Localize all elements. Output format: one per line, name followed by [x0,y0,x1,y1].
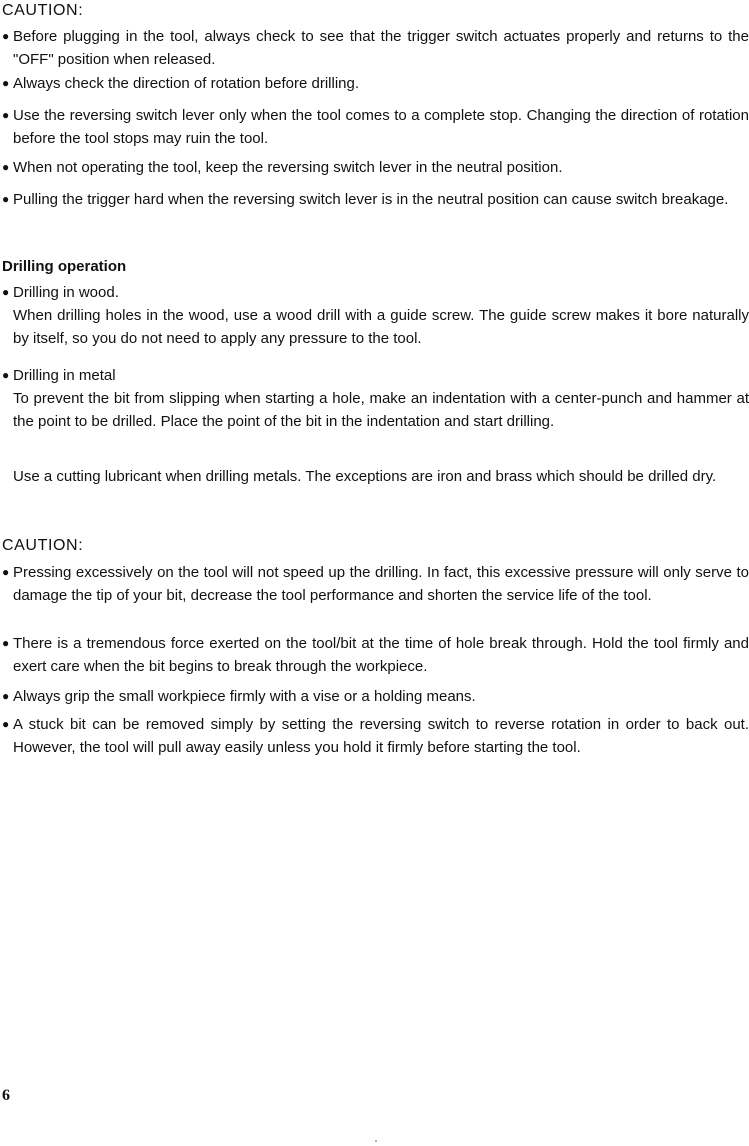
section-heading: Drilling operation [2,258,127,275]
caution-bullet [2,561,749,607]
bullet-text: A stuck bit can be removed simply by setting the reversing switch to reverse rotation in order to back out. However, the tool will pull away easily unless you hold it firmly before starting the tool. [13,716,749,756]
bullet-text: Pulling the trigger hard when the reversing switch lever is in the neutral position can cause switch breakage. [13,191,729,208]
caution-bullet [2,632,749,678]
drilling-metal-title [2,364,749,387]
bullet-icon: ● [2,192,10,206]
caution-heading: CAUTION: [2,537,84,554]
scan-speck [375,1140,377,1142]
bullet-text: Drilling in wood. [13,284,119,301]
bullet-icon: ● [2,717,10,731]
caution-heading: CAUTION: [2,2,84,19]
bullet-text: Drilling in metal [13,367,116,384]
caution-bullet [2,685,749,708]
caution-bullet [2,156,749,179]
bullet-icon: ● [2,285,10,299]
bullet-icon: ● [2,565,10,579]
caution-bullet [2,104,749,150]
bullet-icon: ● [2,76,10,90]
bullet-text: Always grip the small workpiece firmly with a vise or a holding means. [13,688,476,705]
drilling-metal-text: To prevent the bit from slipping when starting a hole, make an indentation with a center-punch and hammer at the point to be drilled. Place the point of the bit in the indentation and start drilling. [13,390,749,430]
drilling-wood-title [2,281,749,304]
bullet-text: Pressing excessively on the tool will not speed up the drilling. In fact, this excessive pressure will only serve to damage the tip of your bit, decrease the tool performance and shorten the service life of the tool. [13,564,749,604]
bullet-text: Use the reversing switch lever only when the tool comes to a complete stop. Changing the direction of rotation before the tool stops may ruin the tool. [13,107,749,147]
bullet-icon: ● [2,29,10,43]
bullet-text: Always check the direction of rotation before drilling. [13,75,360,92]
caution-bullet [2,72,749,95]
bullet-icon: ● [2,368,10,382]
bullet-icon: ● [2,689,10,703]
caution-bullet [2,188,749,211]
caution-bullet [2,713,749,759]
page-number: 6 [2,1087,10,1104]
bullet-text: When not operating the tool, keep the reversing switch lever in the neutral position. [13,159,563,176]
bullet-icon: ● [2,160,10,174]
drilling-metal-lubricant-text: Use a cutting lubricant when drilling metals. The exceptions are iron and brass which should be drilled dry. [13,468,717,485]
bullet-text: There is a tremendous force exerted on the tool/bit at the time of hole break through. Hold the tool firmly and exert care when the bit begins to break through the workpiece. [13,635,749,675]
bullet-icon: ● [2,108,10,122]
bullet-text: Before plugging in the tool, always check to see that the trigger switch actuates properly and returns to the "OFF" position when released. [13,28,749,68]
drilling-wood-text: When drilling holes in the wood, use a wood drill with a guide screw. The guide screw makes it bore naturally by itself, so you do not need to apply any pressure to the tool. [13,307,749,347]
bullet-icon: ● [2,636,10,650]
caution-bullet [2,25,749,71]
